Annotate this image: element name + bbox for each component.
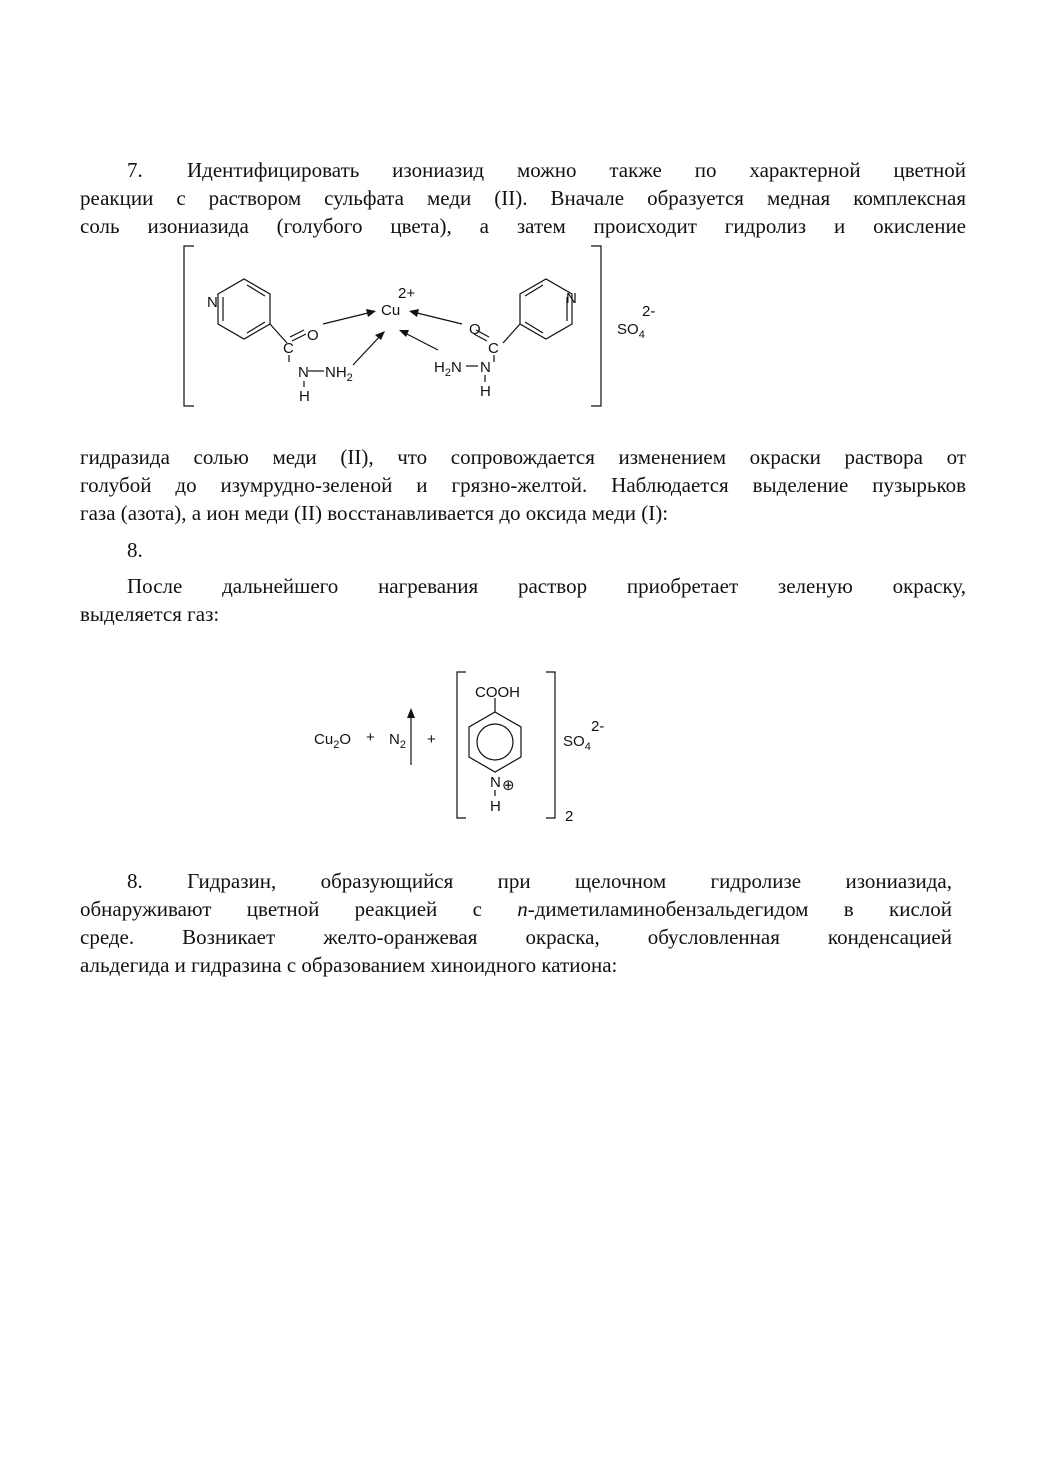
paragraph-hydrolysis <box>80 443 966 527</box>
paragraph-8 <box>80 867 952 979</box>
complex-anion-label: $SO_4$ <box>617 321 645 341</box>
right-carbon-label: C <box>488 340 499 357</box>
products-svg <box>310 668 620 828</box>
left-oxygen-label: O <box>307 327 319 344</box>
pyridinium-charge: ⊕ <box>502 777 515 794</box>
products-left-bracket <box>457 672 466 818</box>
aromatic-circle <box>477 724 513 760</box>
plus-sign-2: + <box>427 731 436 748</box>
copper-complex-scheme <box>176 242 656 412</box>
paragraph-7-line-3: соль изониазида (голубого цвета), а затем происходит гидролиз и окисление <box>80 214 966 238</box>
reagent-prefix-italic: п <box>517 897 528 921</box>
coordination-arrow-left-n <box>353 334 382 365</box>
pyridinium-h-label: H <box>490 798 501 815</box>
paragraph-7 <box>80 156 966 240</box>
paragraph-hydrolysis-line-1: гидразида солью меди (II), что сопровождается изменением окраски раствора от <box>80 445 966 469</box>
right-bracket <box>591 246 601 406</box>
paragraph-heating-line-1: После дальнейшего нагревания раствор приобретает зеленую окраску, <box>127 574 966 598</box>
left-carbon-label: C <box>283 340 294 357</box>
left-nh2-label: $NH_2$ <box>325 364 353 384</box>
paragraph-8-line-2: обнаруживают цветной реакцией с п-диметиламинобензальдегидом в кислой <box>80 897 952 921</box>
left-pyridine-ring <box>218 279 270 339</box>
pyridinium-n-label: N <box>490 774 501 791</box>
paragraph-hydrolysis-line-2: голубой до изумрудно-зеленой и грязно-желтой. Наблюдается выделение пузырьков <box>80 473 966 497</box>
right-amide-n-label: N <box>480 359 491 376</box>
products-scheme <box>310 668 620 828</box>
left-amide-n-label: N <box>298 364 309 381</box>
paragraph-hydrolysis-line-3: газа (азота), а ион меди (II) восстанавливается до оксида меди (I): <box>80 501 669 525</box>
products-right-bracket <box>546 672 555 818</box>
plus-sign-1: + <box>366 729 375 746</box>
copper-complex-svg <box>176 242 656 412</box>
coordination-arrow-right-n <box>403 332 438 350</box>
products-anion-charge: 2- <box>591 718 605 735</box>
cu2o-label: $Cu_2O$ <box>314 731 351 751</box>
paragraph-7-line-1: 7. Идентифицировать изониазид можно также по характерной цветной <box>127 158 966 182</box>
products-anion-label: $SO_4$ <box>563 733 591 753</box>
copper-label: Cu <box>381 302 401 319</box>
paragraph-7-line-2: реакции с раствором сульфата меди (II). Вначале образуется медная комплексная <box>80 186 966 210</box>
left-bracket <box>184 246 194 406</box>
left-ring-n-label: N <box>207 294 218 311</box>
n2-label: $N_2$ <box>389 731 406 751</box>
item-number-7: 7. <box>127 158 143 182</box>
cooh-label: COOH <box>475 684 520 701</box>
item-number-8-first: 8. <box>127 538 143 562</box>
right-oxygen-label: O <box>469 321 481 338</box>
copper-charge: 2+ <box>398 285 416 302</box>
right-ring-n-label: N <box>566 290 577 307</box>
right-h-label: H <box>480 383 491 400</box>
left-h-label: H <box>299 388 310 405</box>
products-multiplier: 2 <box>565 808 574 825</box>
paragraph-heating-line-2: выделяется газ: <box>80 602 220 626</box>
right-pyridine-ring <box>520 279 572 339</box>
coordination-arrow-left-o <box>323 312 372 324</box>
paragraph-8-line-4: альдегида и гидразина с образованием хиноидного катиона: <box>80 953 618 977</box>
paragraph-8-line-3: среде. Возникает желто-оранжевая окраска, обусловленная конденсацией <box>80 925 952 949</box>
paragraph-8-line-1: 8. Гидразин, образующийся при щелочном гидролизе изониазида, <box>127 869 952 893</box>
complex-anion-charge: 2- <box>642 303 656 320</box>
coordination-arrow-right-o <box>413 312 462 324</box>
right-h2n-label: $H_2N$ <box>434 359 462 379</box>
paragraph-heating <box>80 572 966 628</box>
